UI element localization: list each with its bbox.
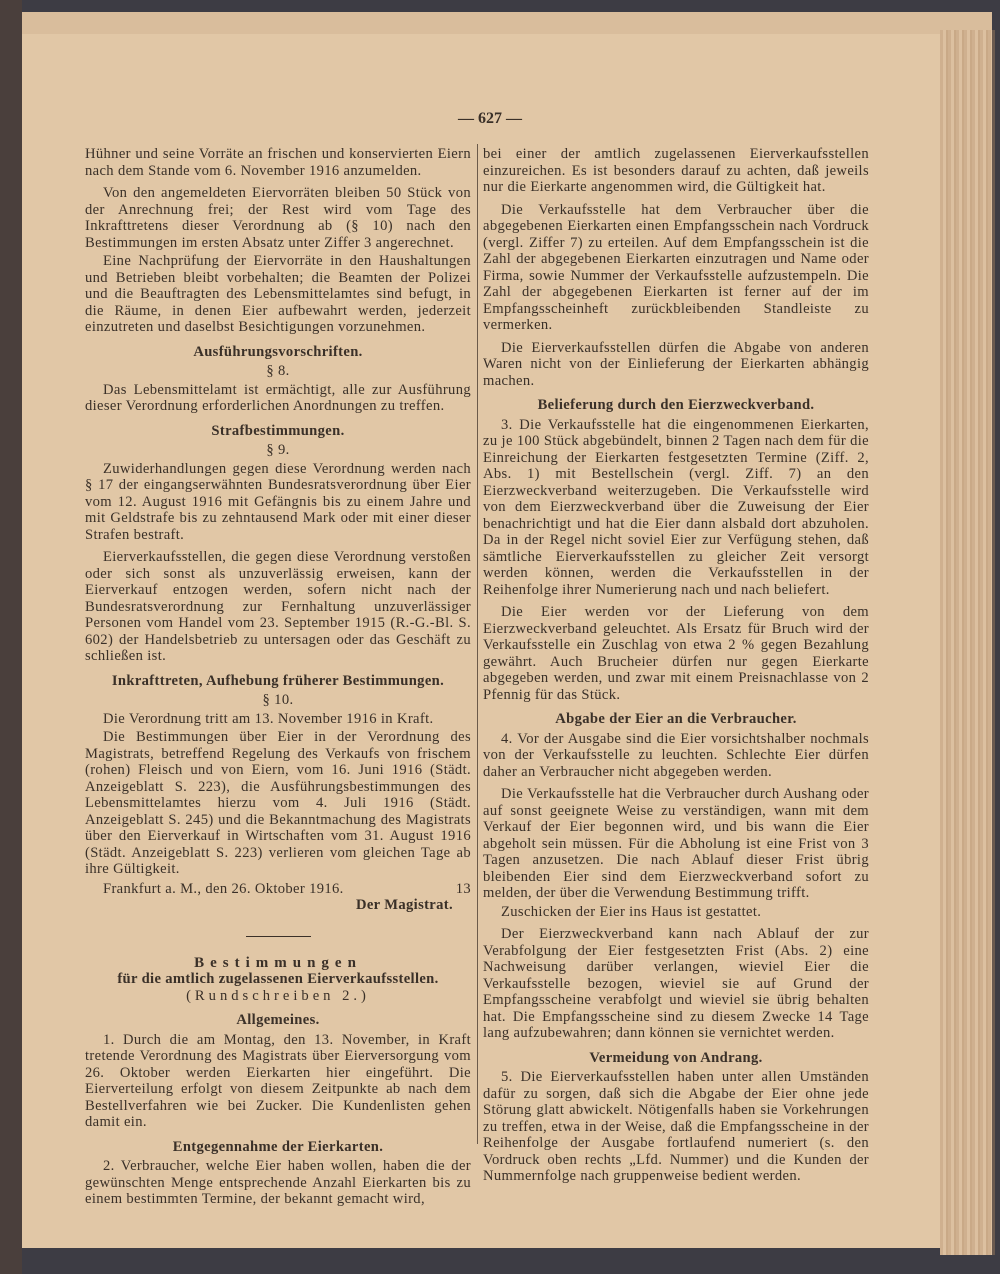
paragraph: Zuwiderhandlungen gegen diese Verordnung werden nach § 17 der eingangserwähnten Bundesratsverordnung über Eier vom 12. August 1916 mit Gefängnis bis zu einem Jahre und mit Geldstrafe bis zu zehntausend Mark oder mit einer dieser Strafen bestraft. [85, 460, 471, 543]
paragraph: Die Bestimmungen über Eier in der Verordnung des Magistrats, betreffend Regelung des Verkaufs von frischem (rohen) Fleisch und von Eiern, vom 16. Juni 1916 (Städt. Anzeigeblatt S. 223), die Ausführungsbestimmungen des Lebensmittelamtes hierzu vom 4. Juli 1916 (Städt. Anzeigeblatt S. 245) und die Bekanntmachung des Magistrats über den Eierverkauf in Wirtschaften vom 31. August 1916 (Städt. Anzeigeblatt S. 223) verlieren vom gleichen Tage ab ihre Gültigkeit. [85, 729, 471, 877]
separator-rule [246, 936, 311, 937]
section-heading: Belieferung durch den Eierzweckverband. [537, 397, 815, 413]
paragraph: Die Verordnung tritt am 13. November 1916 in Kraft. [103, 710, 434, 727]
date-text: Frankfurt a. M., den 26. Oktober 1916. [103, 880, 344, 897]
section-heading: Inkrafttreten, Aufhebung früherer Bestimmungen. [111, 672, 445, 689]
section-number: § 9. [266, 442, 290, 458]
paragraph: Eine Nachprüfung der Eiervorräte in den Haushaltungen und Betrieben bleibt vorbehalten; die Beamten der Polizei und die Beauftragten des Lebensmittelamtes sind befugt, in die Räume, in denen Eier aufbewahrt werden, jederzeit einzutreten und daselbst Besichtigungen vorzunehmen. [85, 253, 471, 335]
paragraph: Von den angemeldeten Eiervorräten bleiben 50 Stück von der Anrechnung frei; der Rest wird vom Tage des Inkrafttretens dieser Verordnung ab (§ 10) nach den Bestimmungen im ersten Absatz unter Ziffer 3 angerechnet. [85, 185, 471, 251]
section-heading: Ausführungsvorschriften. [193, 343, 363, 360]
paragraph: Die Eierverkaufsstellen dürfen die Abgabe von anderen Waren nicht von der Einlieferung der Eierkarten abhängig machen. [483, 339, 869, 389]
paragraph: 4. Vor der Ausgabe sind die Eier vorsichtshalber nochmals von der Verkaufsstelle zu leuchten. Schlechte Eier dürfen daher an Verbraucher nicht abgegeben werden. [483, 730, 869, 780]
paragraph: 5. Die Eierverkaufsstellen haben unter allen Umständen dafür zu sorgen, daß sich die Abgabe der Eier ohne jede Störung glatt abwickelt. Nötigenfalls haben sie Vorkehrungen zu treffen, etwa in der Weise, daß die Empfangsscheine in der Reihenfolge der Ausgabe fortlaufend numeriert (s. den Vordruck oben rechts „Lfd. Nummer) und die Kunden der Nummernfolge nach gruppenweise bedient werden. [483, 1069, 869, 1184]
section-heading: Allgemeines. [236, 1012, 320, 1028]
section-heading: Strafbestimmungen. [211, 422, 345, 439]
section-number: § 8. [266, 363, 290, 379]
page-number: — 627 — [458, 110, 522, 127]
circular-label: (Rundschreiben 2.) [186, 987, 370, 1004]
paragraph: Hühner und seine Vorräte an frischen und konservierten Eiern nach dem Stande vom 6. November 1916 anzumelden. [85, 146, 471, 179]
paragraph: Das Lebensmittelamt ist ermächtigt, alle zur Ausführung dieser Verordnung erforderlichen Anordnungen zu treffen. [85, 381, 471, 414]
right-column [483, 146, 869, 1187]
column-divider [477, 144, 478, 1144]
section-heading: Vermeidung von Andrang. [589, 1049, 763, 1066]
paragraph: 1. Durch die am Montag, den 13. November, in Kraft tretende Verordnung des Magistrats über Eierversorgung vom 26. Oktober werden Eierkarten hier eingeführt. Die Eierverteilung erfolgt von diesem Zeitpunkte ab nach dem Bestellverfahren wie bei Zucker. Die Kundenlisten gehen damit ein. [85, 1031, 471, 1130]
paragraph: Die Eier werden vor der Lieferung von dem Eierzweckverband geleuchtet. Als Ersatz für Bruch wird der Verkaufsstelle ein Zuschlag von etwa 2 % gegen Bezahlung gewährt. Auch Brucheier dürfen nur gegen Eierkarte abgegeben werden, und zwar mit einem Preisnachlasse von 2 Pfennig für das Stück. [483, 604, 869, 703]
page-stack-edge [940, 30, 995, 1255]
paragraph: Die Verkaufsstelle hat die Verbraucher durch Aushang oder auf sonst geeignete Weise zu verständigen, wann mit dem Verkauf der Eier begonnen wird, und bis wann die Eier abgeholt sein müssen. Für die Abholung ist eine Frist von 3 Tagen anzusetzen. Die nach Ablauf dieser Frist übrig bleibenden Eier sind dem Eierzweckverband sofort zu melden, der über die Verwendung Bestimmung trifft. [483, 786, 869, 901]
document-page [22, 34, 940, 1248]
document-title: Bestimmungen [194, 954, 362, 971]
section-heading: Entgegennahme der Eierkarten. [172, 1138, 384, 1155]
section-heading: Abgabe der Eier an die Verbraucher. [555, 711, 797, 727]
paragraph: Zuschicken der Eier ins Haus ist gestattet. [501, 903, 762, 920]
paragraph: bei einer der amtlich zugelassenen Eierverkaufsstellen einzureichen. Es ist besonders darauf zu achten, daß jeweils nur die Eierkarte angenommen wird, die Gültigkeit hat. [483, 146, 869, 195]
paragraph: 3. Die Verkaufsstelle hat die eingenommenen Eierkarten, zu je 100 Stück abgebündelt, binnen 2 Tagen nach dem für die Einreichung der Eierkarten festgesetzten Termine (Ziff. 2, Abs. 1) mit Bestellschein (vergl. Ziff. 7) an den Eierzweckverband weiterzugeben. Die Verkaufsstelle wird von dem Eierzweckverband über die Zuweisung der Eier benachrichtigt und hat die Eier dann alsbald dort abzuholen. Da in der Regel nicht soviel Eier zur Verfügung stehen, daß sämtliche Eierverkaufsstellen zu gleicher Zeit versorgt werden können, werden die Verkaufsstellen in der Reihenfolge ihrer Numerierung nach und nach beliefert. [483, 416, 869, 598]
left-column [85, 146, 471, 1210]
signature: Der Magistrat. [355, 897, 453, 913]
document-subtitle: für die amtlich zugelassenen Eierverkaufsstellen. [117, 971, 439, 987]
book-cover-edge [0, 0, 22, 1274]
paragraph: Die Verkaufsstelle hat dem Verbraucher über die abgegebenen Eierkarten einen Empfangsschein nach Vordruck (vergl. Ziffer 7) zu erteilen. Auf dem Empfangsschein ist die Zahl der abgegebenen Eierkarten einzutragen und Name oder Firma, sowie Nummer der Verkaufsstelle aufzustempeln. Die Zahl der abgegebenen Eierkarten ist ferner auf der im Empfangsscheinheft zurückbleibenden Standleiste zu vermerken. [483, 201, 869, 333]
date-line [85, 881, 471, 898]
paragraph: 2. Verbraucher, welche Eier haben wollen, haben die der gewünschten Menge entsprechende Anzahl Eierkarten bis zu einem bestimmten Termine, der bekannt gemacht wird, [85, 1158, 471, 1207]
paragraph: Der Eierzweckverband kann nach Ablauf der zur Verabfolgung der Eier festgesetzten Frist (Abs. 2) eine Nachweisung darüber verlangen, wieviel Eier die Verkaufsstelle bezogen, wieviel sie auf Grund der Empfangsscheine verabfolgt und wieviel sie übrig behalten hat. Die Empfangsscheine sind zu diesem Zwecke 14 Tage lang aufzubewahren; dann können sie vernichtet werden. [483, 926, 869, 1041]
page-top-edge [22, 12, 992, 35]
section-number: § 10. [262, 692, 294, 708]
paragraph: Eierverkaufsstellen, die gegen diese Verordnung verstoßen oder sich sonst als unzuverlässig erweisen, kann der Eierverkauf entzogen werden, sofern nicht nach der Bundesratsverordnung zur Fernhaltung unzuverlässiger Personen vom Handel vom 23. September 1915 (R.-G.-Bl. S. 602) der Handelsbetrieb zu untersagen oder das Geschäft zu schließen ist. [85, 549, 471, 664]
document-number: 13 [455, 880, 471, 897]
